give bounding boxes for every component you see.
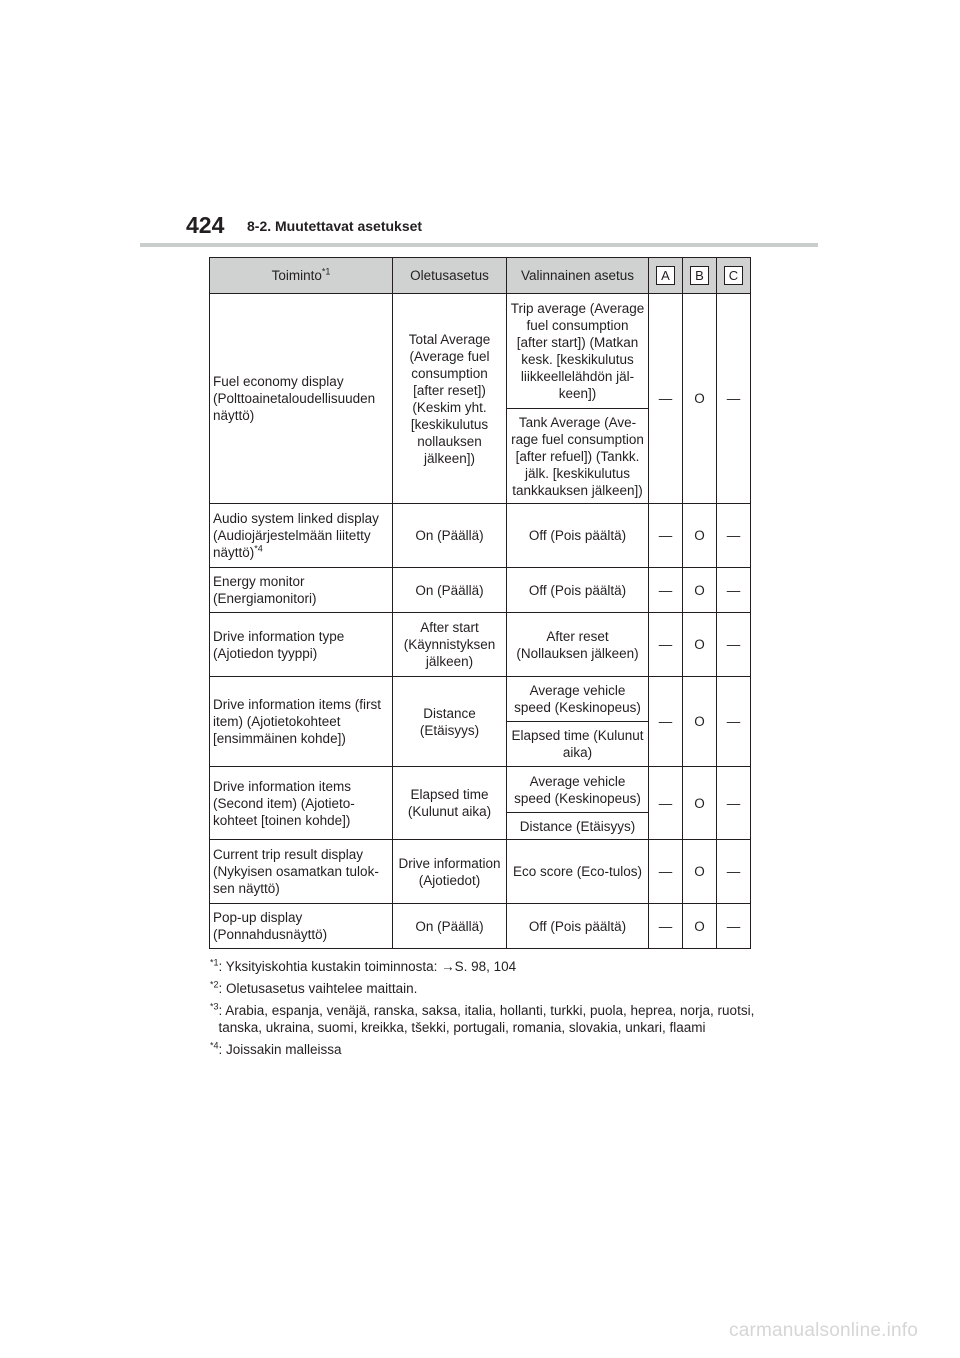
value-c-cell: — [717, 840, 751, 904]
group-a-badge: A [656, 266, 675, 285]
default-cell: Total Average (Average fuel consumption [after reset]) (Keskim yht. [keskikulutus nollauksen jälkeen]) [393, 294, 507, 504]
value-c-cell: — [717, 568, 751, 613]
table-row [210, 294, 751, 409]
group-c-badge: C [724, 266, 743, 285]
value-a-cell: — [649, 677, 683, 767]
footnote: $^{*1}$ : Yksityiskohtia kustakin toiminnosta: →S. 98, 104 [210, 957, 517, 974]
function-cell: Drive information items (Second item) (Ajotieto-kohteet [toinen kohde]) [210, 767, 393, 840]
value-c-cell: — [717, 677, 751, 767]
alternative-cell: Distance (Etäisyys) [507, 813, 649, 840]
alternative-cell: Tank Average (Ave-rage fuel consumption [after refuel]) (Tankk. jälk. [keskikulutus tankkauksen jälkeen]) [507, 409, 649, 504]
table-row [210, 767, 751, 813]
value-a-cell: — [649, 613, 683, 677]
header-divider [140, 243, 818, 247]
value-b-cell: O [683, 904, 717, 949]
table-row [210, 613, 751, 677]
function-cell: Drive information items (first item) (Ajotietokohteet [ensimmäinen kohde]) [210, 677, 393, 767]
table-row [210, 840, 751, 904]
value-a-cell: — [649, 767, 683, 840]
value-a-cell: — [649, 904, 683, 949]
default-cell: On (Päällä) [393, 568, 507, 613]
column-header-alternative: Valinnainen asetus [507, 258, 649, 294]
value-c-cell: — [717, 904, 751, 949]
default-cell: Elapsed time (Kulunut aika) [393, 767, 507, 840]
default-cell: Drive information (Ajotiedot) [393, 840, 507, 904]
table-row [210, 677, 751, 722]
function-cell: Energy monitor (Energiamonitori) [210, 568, 393, 613]
alternative-cell: Elapsed time (Kulunut aika) [507, 722, 649, 767]
value-c-cell: — [717, 504, 751, 568]
value-c-cell: — [717, 613, 751, 677]
default-cell: On (Päällä) [393, 904, 507, 949]
value-b-cell: O [683, 840, 717, 904]
footnote: $^{*3}$ : Arabia, espanja, venäjä, ranska, saksa, italia, hollanti, turkki, puola, heprea, norja, ruotsi, tanska, ukraina, suomi, kreikka, tšekki, portugali, romania, slovakia, unkari, flaami [210, 1001, 755, 1035]
table-row [210, 568, 751, 613]
value-a-cell: — [649, 568, 683, 613]
function-cell: Audio system linked display (Audiojärjestelmään liitetty näyttö)$^{*4}$ [210, 504, 393, 568]
alternative-cell: Average vehicle speed (Keskinopeus) [507, 767, 649, 813]
value-c-cell: — [717, 294, 751, 504]
alternative-cell: Off (Pois päältä) [507, 568, 649, 613]
column-header-a [649, 258, 683, 294]
footnotes [210, 958, 755, 1063]
value-a-cell: — [649, 294, 683, 504]
column-header-c [717, 258, 751, 294]
alternative-cell: Average vehicle speed (Keskinopeus) [507, 677, 649, 722]
function-cell: Drive information type (Ajotiedon tyyppi) [210, 613, 393, 677]
function-cell: Current trip result display (Nykyisen osamatkan tulok-sen näyttö) [210, 840, 393, 904]
alternative-cell: After reset (Nollauksen jälkeen) [507, 613, 649, 677]
alternative-cell: Eco score (Eco-tulos) [507, 840, 649, 904]
footnote: $^{*2}$ : Oletusasetus vaihtelee maittain. [210, 979, 418, 996]
default-cell: On (Päällä) [393, 504, 507, 568]
function-cell: Pop-up display (Ponnahdusnäyttö) [210, 904, 393, 949]
default-cell: After start (Käynnistyksen jälkeen) [393, 613, 507, 677]
alternative-cell: Trip average (Average fuel consumption [after start]) (Matkan kesk. [keskikulutus liikkeellelähdön jäl-keen]) [507, 294, 649, 409]
column-header-function: Toiminto$^{*1}$ [210, 258, 393, 294]
value-b-cell: O [683, 613, 717, 677]
table-row [210, 904, 751, 949]
column-header-default: Oletusasetus [393, 258, 507, 294]
value-c-cell: — [717, 767, 751, 840]
section-title: 8-2. Muutettavat asetukset [247, 218, 423, 234]
value-b-cell: O [683, 767, 717, 840]
alternative-cell: Off (Pois päältä) [507, 504, 649, 568]
value-a-cell: — [649, 504, 683, 568]
alternative-cell: Off (Pois päältä) [507, 904, 649, 949]
value-b-cell: O [683, 677, 717, 767]
page-number: 424 [186, 212, 225, 238]
default-cell: Distance (Etäisyys) [393, 677, 507, 767]
value-b-cell: O [683, 294, 717, 504]
footnote: $^{*4}$ : Joissakin malleissa [210, 1040, 342, 1057]
group-b-badge: B [690, 266, 709, 285]
value-b-cell: O [683, 504, 717, 568]
function-cell: Fuel economy display (Polttoainetaloudellisuuden näyttö) [210, 294, 393, 504]
column-header-b [683, 258, 717, 294]
table-row [210, 504, 751, 568]
site-watermark: carmanualsonline.info [729, 1320, 919, 1341]
settings-table [209, 257, 751, 949]
value-a-cell: — [649, 840, 683, 904]
table-header-row [210, 258, 751, 294]
value-b-cell: O [683, 568, 717, 613]
